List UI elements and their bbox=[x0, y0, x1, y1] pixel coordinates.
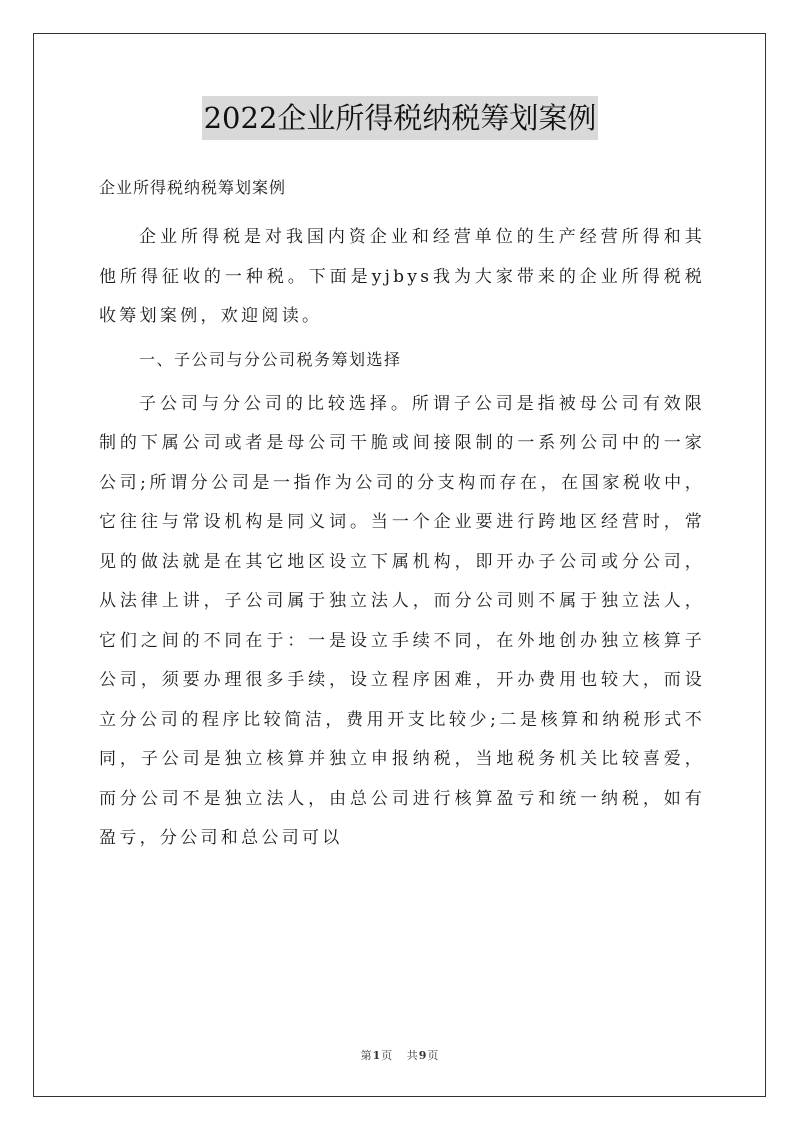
footer-total-suffix: 页 bbox=[427, 1049, 440, 1062]
document-title: 2022企业所得税纳税筹划案例 bbox=[202, 96, 599, 140]
document-subtitle: 企业所得税纳税筹划案例 bbox=[99, 178, 287, 197]
page-footer bbox=[0, 1047, 800, 1063]
document-body bbox=[99, 168, 705, 859]
footer-total-prefix: 共 bbox=[406, 1049, 419, 1062]
footer-prefix: 第 bbox=[360, 1049, 373, 1062]
section-heading: 一、子公司与分公司税务筹划选择 bbox=[139, 349, 402, 369]
total-page-count: 9 bbox=[418, 1049, 428, 1062]
footer-page-suffix: 页 bbox=[381, 1049, 394, 1062]
intro-paragraph: 企业所得税是对我国内资企业和经营单位的生产经营所得和其他所得征收的一种税。下面是yjbys我为大家带来的企业所得税税收筹划案例，欢迎阅读。 bbox=[99, 227, 705, 326]
body-paragraph: 子公司与分公司的比较选择。所谓子公司是指被母公司有效限制的下属公司或者是母公司干脆或间接限制的一系列公司中的一家公司;所谓分公司是一指作为公司的分支构而存在，在国家税收中，它往往与常设机构是同义词。当一个企业要进行跨地区经营时，常见的做法就是在其它地区设立下属机构，即开办子公司或分公司，从法律上讲，子公司属于独立法人，而分公司则不属于独立法人，它们之间的不同在于：一是设立手续不同，在外地创办独立核算子公司，须要办理很多手续，设立程序困难，开办费用也较大，而设立分公司的程序比较简洁，费用开支比较少;二是核算和纳税形式不同，子公司是独立核算并独立申报纳税，当地税务机关比较喜爱，而分公司不是独立法人，由总公司进行核算盈亏和统一纳税，如有盈亏，分公司和总公司可以 bbox=[99, 393, 705, 848]
title-wrap bbox=[0, 96, 800, 140]
current-page-number: 1 bbox=[372, 1049, 382, 1062]
